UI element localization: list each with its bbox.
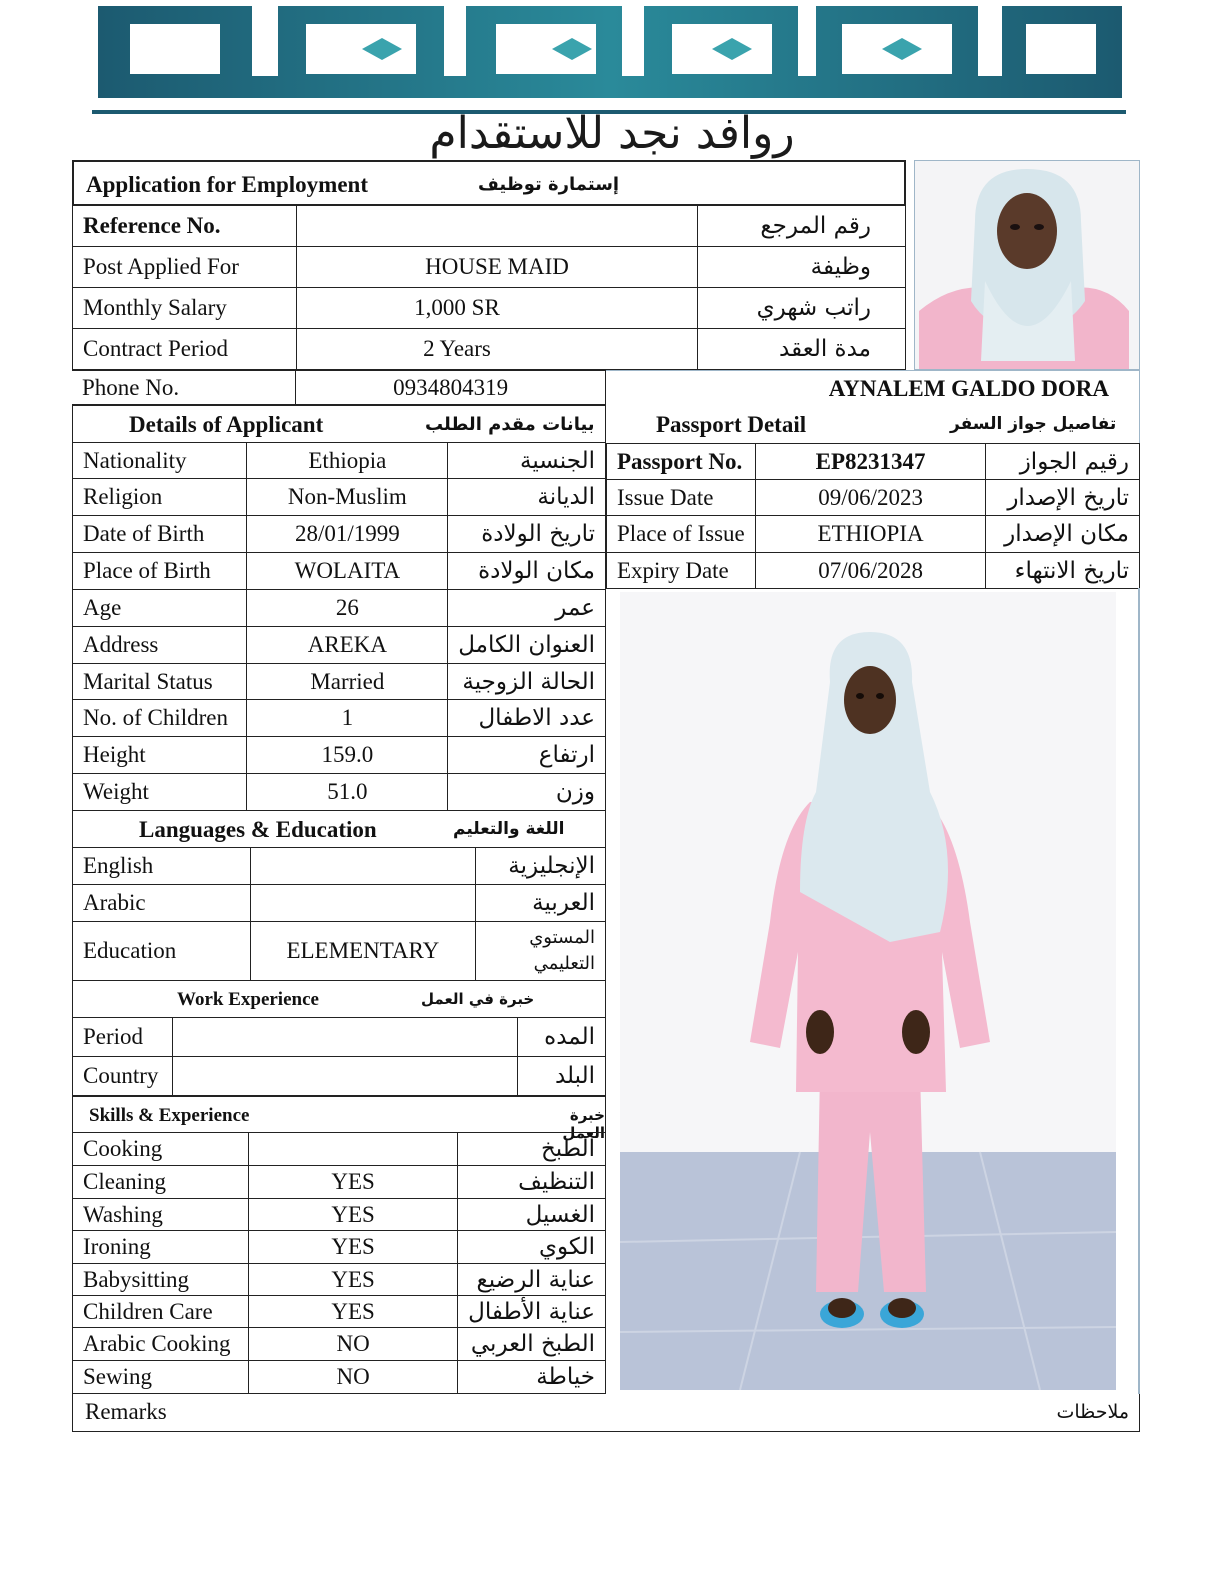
phone-table [72,370,606,405]
applicant-name: AYNALEM GALDO DORA [606,370,1140,405]
skill-ironing-label: Ironing [73,1231,249,1264]
languages-heading-ar: اللغة والتعليم [453,819,565,839]
education-label: Education [73,922,251,981]
reference-label: Reference No. [73,206,297,247]
phone-value: 0934804319 [296,371,606,405]
passport-no-label-ar: رقيم الجواز [986,444,1140,480]
table-row [73,288,906,329]
table-row [607,553,1140,589]
marital-value: Married [247,664,448,700]
skill-children-care-value: YES [249,1296,458,1328]
work-heading-en: Work Experience [177,989,319,1010]
education-label-ar [476,922,606,981]
applicant-heading [72,405,606,443]
languages-table [72,847,606,981]
remarks-label-ar: ملاحظات [1056,1401,1129,1423]
place-of-issue-label-ar: مكان الإصدار [986,516,1140,553]
country-label: Country [73,1057,173,1096]
reference-label-ar: رقم المرجع [698,206,906,247]
form-title-ar: إستمارة توظيف [478,174,620,195]
remarks-row [72,1393,1140,1432]
skill-babysitting-label-ar: عناية الرضيع [458,1264,606,1296]
table-row [73,479,606,516]
marital-label: Marital Status [73,664,247,700]
table-row [607,516,1140,553]
skill-sewing-label-ar: خياطة [458,1361,606,1394]
nationality-value: Ethiopia [247,443,448,479]
religion-label: Religion [73,479,247,516]
table-row [73,329,906,370]
skills-heading-en: Skills & Experience [89,1105,250,1126]
contract-value: 2 Years [296,329,697,370]
skill-cleaning-label-ar: التنظيف [458,1166,606,1199]
english-label-ar: الإنجليزية [476,848,606,885]
marital-label-ar: الحالة الزوجية [448,664,606,700]
address-label-ar: العنوان الكامل [448,627,606,664]
expiry-date-label-ar: تاريخ الانتهاء [986,553,1140,589]
nationality-label-ar: الجنسية [448,443,606,479]
table-row [73,664,606,700]
dob-value: 28/01/1999 [247,516,448,553]
salary-value: 1,000 SR [296,288,697,329]
reference-value [296,206,697,247]
expiry-date-label: Expiry Date [607,553,756,589]
table-row [73,1296,606,1328]
table-row [73,443,606,479]
skill-ironing-label-ar: الكوي [458,1231,606,1264]
skill-babysitting-label: Babysitting [73,1264,249,1296]
education-label-ar-line1: المستوي [529,927,595,948]
expiry-date-value: 07/06/2028 [755,553,986,589]
phone-label: Phone No. [72,371,296,405]
age-label-ar: عمر [448,590,606,627]
table-row [73,1018,606,1057]
skill-cleaning-value: YES [249,1166,458,1199]
education-label-ar-line2: التعليمي [533,953,595,974]
place-of-issue-value: ETHIOPIA [755,516,986,553]
applicant-heading-en: Details of Applicant [129,412,324,437]
languages-heading [72,810,606,848]
table-row [73,700,606,737]
height-label-ar: ارتفاع [448,737,606,774]
age-value: 26 [247,590,448,627]
issue-date-label: Issue Date [607,480,756,516]
table-row [73,590,606,627]
issue-date-value: 09/06/2023 [755,480,986,516]
table-row [73,516,606,553]
contract-label: Contract Period [73,329,297,370]
skill-sewing-label: Sewing [73,1361,249,1394]
salary-label-ar: راتب شهري [698,288,906,329]
portrait-photo [914,160,1140,370]
work-table [72,1017,606,1096]
english-label: English [73,848,251,885]
company-name-arabic: روافد نجد للاستقدام [429,108,795,159]
dob-label-ar: تاريخ الولادة [448,516,606,553]
country-value [172,1057,517,1096]
form-title-box [72,160,906,206]
weight-label-ar: وزن [448,774,606,811]
column-border [1138,588,1140,1394]
form-title-en: Application for Employment [86,172,368,197]
table-row [73,1231,606,1264]
religion-label-ar: الديانة [448,479,606,516]
table-row [73,1057,606,1096]
work-heading [72,980,606,1018]
passport-no-value: EP8231347 [755,444,986,480]
portrait-photo-icon [915,161,1140,370]
table-row [72,371,606,405]
skill-cleaning-label: Cleaning [73,1166,249,1199]
applicant-heading-ar: بيانات مقدم الطلب [425,414,595,435]
issue-date-label-ar: تاريخ الإصدار [986,480,1140,516]
table-row [73,737,606,774]
height-label: Height [73,737,247,774]
table-row [73,1166,606,1199]
arabic-label-ar: العربية [476,885,606,922]
address-label: Address [73,627,247,664]
post-value: HOUSE MAID [296,247,697,288]
dob-label: Date of Birth [73,516,247,553]
pob-label: Place of Birth [73,553,247,590]
full-body-photo-icon [620,592,1116,1390]
period-label: Period [73,1018,173,1057]
company-logo [92,4,1132,164]
table-row [73,922,606,981]
height-value: 159.0 [247,737,448,774]
skill-cooking-value [249,1133,458,1166]
passport-heading-en: Passport Detail [656,412,807,437]
languages-heading-en: Languages & Education [139,817,377,842]
nationality-label: Nationality [73,443,247,479]
table-row [73,885,606,922]
post-label-ar: وظيفة [698,247,906,288]
table-row [73,1133,606,1166]
table-row [607,444,1140,480]
country-label-ar: البلد [518,1057,606,1096]
address-value: AREKA [247,627,448,664]
pob-label-ar: مكان الولادة [448,553,606,590]
table-row [73,247,906,288]
skills-table [72,1132,606,1394]
contract-label-ar: مدة العقد [698,329,906,370]
table-row [73,774,606,811]
skill-sewing-value: NO [249,1361,458,1394]
period-label-ar: المده [518,1018,606,1057]
weight-value: 51.0 [247,774,448,811]
table-row [73,627,606,664]
table-row [73,848,606,885]
table-row [607,480,1140,516]
period-value [172,1018,517,1057]
pob-value: WOLAITA [247,553,448,590]
weight-label: Weight [73,774,247,811]
skill-washing-value: YES [249,1199,458,1231]
full-body-photo [620,592,1116,1390]
passport-table [606,443,1140,589]
table-row [73,1264,606,1296]
arabic-value [250,885,476,922]
skills-heading [72,1096,606,1142]
table-row [73,553,606,590]
age-label: Age [73,590,247,627]
skill-cooking-label-ar: الطبخ [458,1133,606,1166]
skill-washing-label: Washing [73,1199,249,1231]
passport-no-label: Passport No. [607,444,756,480]
skill-arabic-cooking-label: Arabic Cooking [73,1328,249,1361]
passport-heading [606,405,1140,443]
skills-heading-ar: خبرة العمل [562,1106,605,1142]
skill-babysitting-value: YES [249,1264,458,1296]
post-label: Post Applied For [73,247,297,288]
children-label-ar: عدد الاطفال [448,700,606,737]
religion-value: Non-Muslim [247,479,448,516]
table-row [73,206,906,247]
skill-children-care-label: Children Care [73,1296,249,1328]
place-of-issue-label: Place of Issue [607,516,756,553]
table-row [73,1328,606,1361]
arabic-label: Arabic [73,885,251,922]
skill-arabic-cooking-value: NO [249,1328,458,1361]
skill-arabic-cooking-label-ar: الطبخ العربي [458,1328,606,1361]
remarks-label: Remarks [85,1399,167,1424]
education-value: ELEMENTARY [250,922,476,981]
passport-heading-ar: تفاصيل جواز السفر [950,414,1117,434]
skill-washing-label-ar: الغسيل [458,1199,606,1231]
table-row [73,1361,606,1394]
salary-label: Monthly Salary [73,288,297,329]
english-value [250,848,476,885]
top-info-table [72,205,906,370]
skill-children-care-label-ar: عناية الأطفال [458,1296,606,1328]
table-row [73,1199,606,1231]
children-value: 1 [247,700,448,737]
applicant-table [72,442,606,811]
children-label: No. of Children [73,700,247,737]
skill-ironing-value: YES [249,1231,458,1264]
work-heading-ar: خبرة في العمل [421,990,535,1008]
skill-cooking-label: Cooking [73,1133,249,1166]
